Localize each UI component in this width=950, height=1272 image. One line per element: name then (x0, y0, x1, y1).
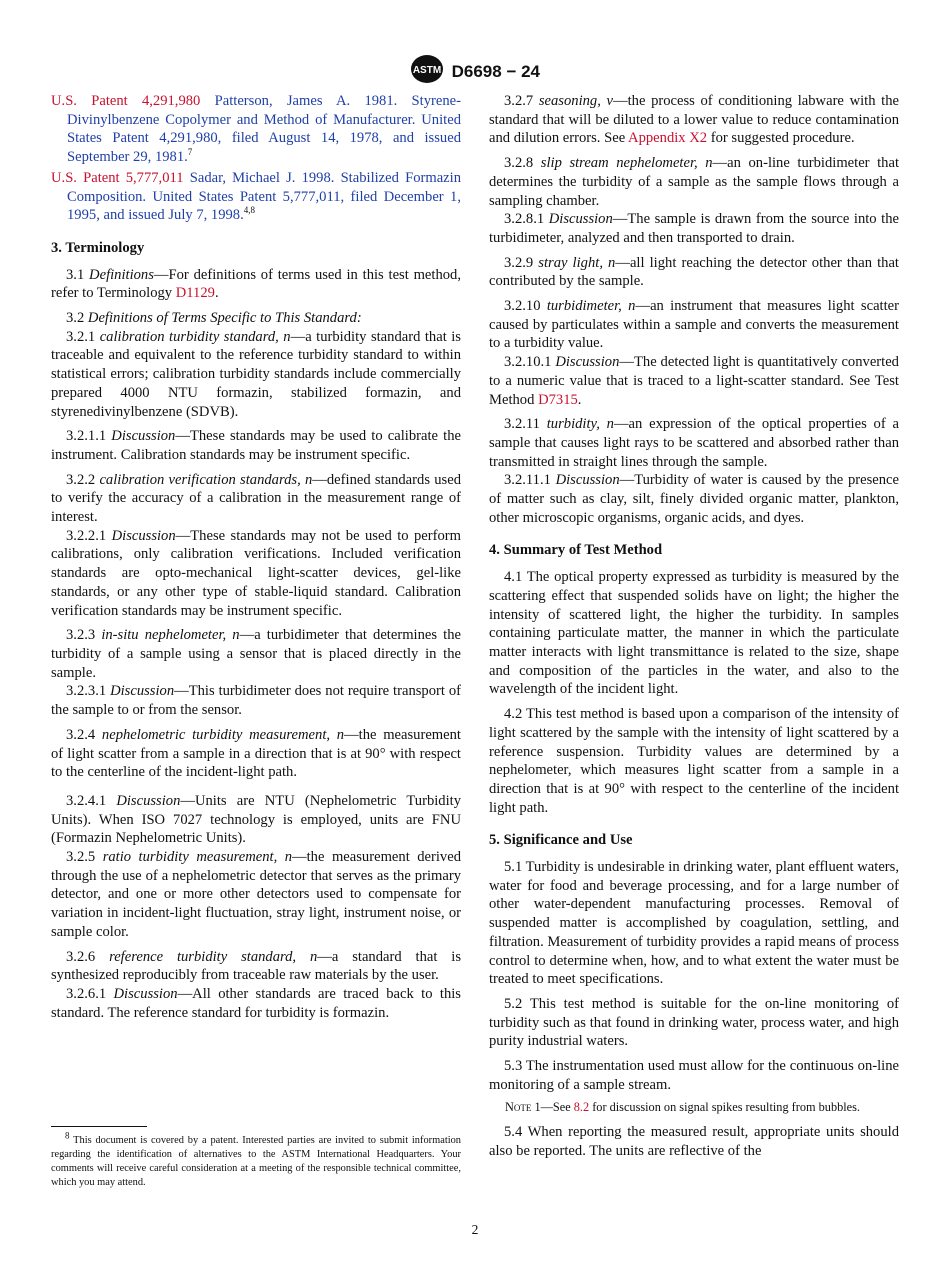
patent-link[interactable]: U.S. Patent 4,291,980 (51, 93, 201, 109)
d1129-link[interactable]: D1129 (175, 285, 215, 302)
para-3-2: 3.2 Definitions of Terms Specific to This Standard: (66, 310, 362, 327)
left-column (51, 92, 461, 1028)
reference-text[interactable]: Patterson, James A. 1981. Styrene-Divinylbenzene Copolymer and Method of Manufacturer. United States Patent 4,291,980, filed August 14, 1978, and issued September 29, 1981. (67, 93, 461, 166)
para-4-1: 4.1 The optical property expressed as turbidity is measured by the scattering effect that suspended solids have on light; the higher the intensity of scattered light, the higher the turbidity. In samples containing particulate matter, the manner in which the particulate matter interacts with light transmittance is related to the size, shape and composition of the particles in the water, and also to the wavelength of the incident light. (489, 569, 899, 698)
para-3-2-4: 3.2.4 nephelometric turbidity measurement, n—the measurement of light scatter from a sample in a direction that is at 90° with respect to the centerline of the incident-light path. (51, 726, 461, 781)
footnote-divider (51, 1126, 147, 1127)
para-3-2-2-1: 3.2.2.1 Discussion—These standards may not be used to perform calibrations, only calibration verifications. Included verification standards are opto-mechanical light-scatter devices, gel-like standards, or any other type of stable-liquid standard. Calibration verification standards may be instrument specific. (51, 527, 461, 619)
right-column (489, 92, 899, 1167)
para-3-2-3: 3.2.3 in-situ nephelometer, n—a turbidimeter that determines the turbidity of a sample using a sensor that is placed directly in the sample. (51, 627, 461, 681)
para-3-2-10-1: 3.2.10.1 Discussion—The detected light is quantitatively converted to a numeric value that is traced to a light-scatter standard. See Test Method D7315. (489, 354, 899, 408)
footnote: $^8$ This document is covered by a patent. Interested parties are invited to submit information regarding the identification of alternatives to the ASTM International Headquarters. Your comments will receive careful consideration at a meeting of the responsible technical committee, which you may attend. (51, 1130, 461, 1188)
para-3-2-1: 3.2.1 calibration turbidity standard, n—a turbidity standard that is traceable and equivalent to the reference turbidity standard to within statistical errors; calibration turbidity standards include commercially prepared 4000 NTU formazin, stabilized formazin, and styrenedivinylbenzene (SDVB). (51, 328, 461, 420)
para-3-2-11: 3.2.11 turbidity, n—an expression of the optical properties of a sample that causes light rays to be scattered and absorbed rather than transmitted in straight lines through the sample. (489, 416, 899, 470)
section-heading-significance: 5. Significance and Use (489, 832, 633, 849)
section-heading-terminology: 3. Terminology (51, 239, 145, 256)
appendix-x2-link[interactable]: Appendix X2 (628, 130, 708, 147)
para-5-3: 5.3 The instrumentation used must allow for the continuous on-line monitoring of a sample stream. (489, 1058, 899, 1093)
para-3-2-8-1: 3.2.8.1 Discussion—The sample is drawn from the source into the turbidimeter, analyzed and then transported to drain. (489, 211, 899, 246)
para-3-2-3-1: 3.2.3.1 Discussion—This turbidimeter does not require transport of the sample to or from the sensor. (51, 683, 461, 719)
para-3-2-2: 3.2.2 calibration verification standards, n—defined standards used to verify the accuracy of a calibration in the measurement range of interest. (51, 471, 461, 526)
para-3-2-1-1: 3.2.1.1 Discussion—These standards may be used to calibrate the instrument. Calibration standards may be instrument specific. (51, 428, 461, 463)
reference-item (51, 92, 461, 167)
svg-text:ASTM: ASTM (412, 65, 442, 76)
page-number: 2 (471, 1222, 479, 1237)
standard-id: D6698 − 24 (451, 61, 541, 81)
para-5-1: 5.1 Turbidity is undesirable in drinking water, plant effluent waters, water for food and beverage processing, and for a large number of other water-dependent manufacturing processes. Removal of suspended matter is accomplished by coagulation, settling, and filtration. Measurement of turbidity provides a rapid means of process control to determine when, how, and to what extent the water must be treated to meet specifications. (489, 859, 899, 988)
para-3-2-6: 3.2.6 reference turbidity standard, n—a standard that is synthesized reproducibly from traceable raw materials by the user. (51, 948, 462, 984)
reference-sup: 4,8 (243, 205, 255, 216)
para-3-2-11-1: 3.2.11.1 Discussion—Turbidity of water is caused by the presence of matter such as clay, silt, finely divided organic matter, plankton, other microscopic organisms, organic acids, and dyes. (489, 472, 899, 526)
para-3-2-10: 3.2.10 turbidimeter, n—an instrument that measures light scatter caused by particulates within a sample and converts the measurement to a turbidity value. (489, 298, 899, 352)
para-3-1: 3.1 Definitions—For definitions of terms used in this test method, refer to Terminology D1129. (51, 266, 461, 302)
note-1: Note 1—See 8.2 for discussion on signal spikes resulting from bubbles. (505, 1100, 860, 1115)
para-3-2-8: 3.2.8 slip stream nephelometer, n—an on-line turbidimeter that determines the turbidity of a sample as the sample flows through a sampling chamber. (489, 155, 900, 209)
para-3-2-5: 3.2.5 ratio turbidity measurement, n—the measurement derived through the use of a nephelometric detector that serves as the primary detector, and one or more other detectors used to compensate for variation in incident-light fluctuation, stray light, instrument noise, or sample color. (51, 849, 461, 940)
para-5-4: 5.4 When reporting the measured result, appropriate units should also be reported. The units are reflective of the (489, 1124, 899, 1159)
reference-text[interactable]: Sadar, Michael J. 1998. Stabilized Formazin Composition. United States Patent 5,777,011, filed December 1, 1995, and issued July 7, 1998. (67, 169, 462, 224)
para-3-2-9: 3.2.9 stray light, n—all light reaching the detector other than that contributed by the sample. (489, 254, 899, 290)
para-3-2-6-1: 3.2.6.1 Discussion—All other standards are traced back to this standard. The reference standard for turbidity is formazin. (51, 985, 461, 1021)
para-5-2: 5.2 This test method is suitable for the on-line monitoring of turbidity such as that found in drinking water, process water, and high purity industrial waters. (489, 995, 899, 1050)
para-3-2-4-1: 3.2.4.1 Discussion—Units are NTU (Nephelometric Turbidity Units). When ISO 7027 technology is employed, units are FNU (Formazin Nephelometric Units). (51, 792, 461, 847)
section-8-2-link[interactable]: 8.2 (573, 1100, 590, 1115)
section-heading-summary: 4. Summary of Test Method (489, 542, 663, 559)
reference-item (51, 169, 461, 225)
reference-sup: 7 (187, 147, 193, 158)
patent-link[interactable]: U.S. Patent 5,777,011 (51, 169, 184, 186)
para-4-2: 4.2 This test method is based upon a comparison of the intensity of light scattered by the sample with the intensity of light scattered by a reference suspension. Turbidity values are determined by a nephelometer, which measures light scatter from a sample in a direction that is at 90° with respect to the centerline of the incident light path. (489, 706, 899, 816)
astm-logo-icon (410, 54, 444, 90)
page-header (0, 54, 950, 90)
para-3-2-7: 3.2.7 seasoning, v—the process of conditioning labware with the standard that will be diluted to a lower value to reduce contamination and dilution errors. See Appendix X2 for suggested procedure. (489, 93, 899, 147)
d7315-link[interactable]: D7315 (538, 391, 578, 408)
